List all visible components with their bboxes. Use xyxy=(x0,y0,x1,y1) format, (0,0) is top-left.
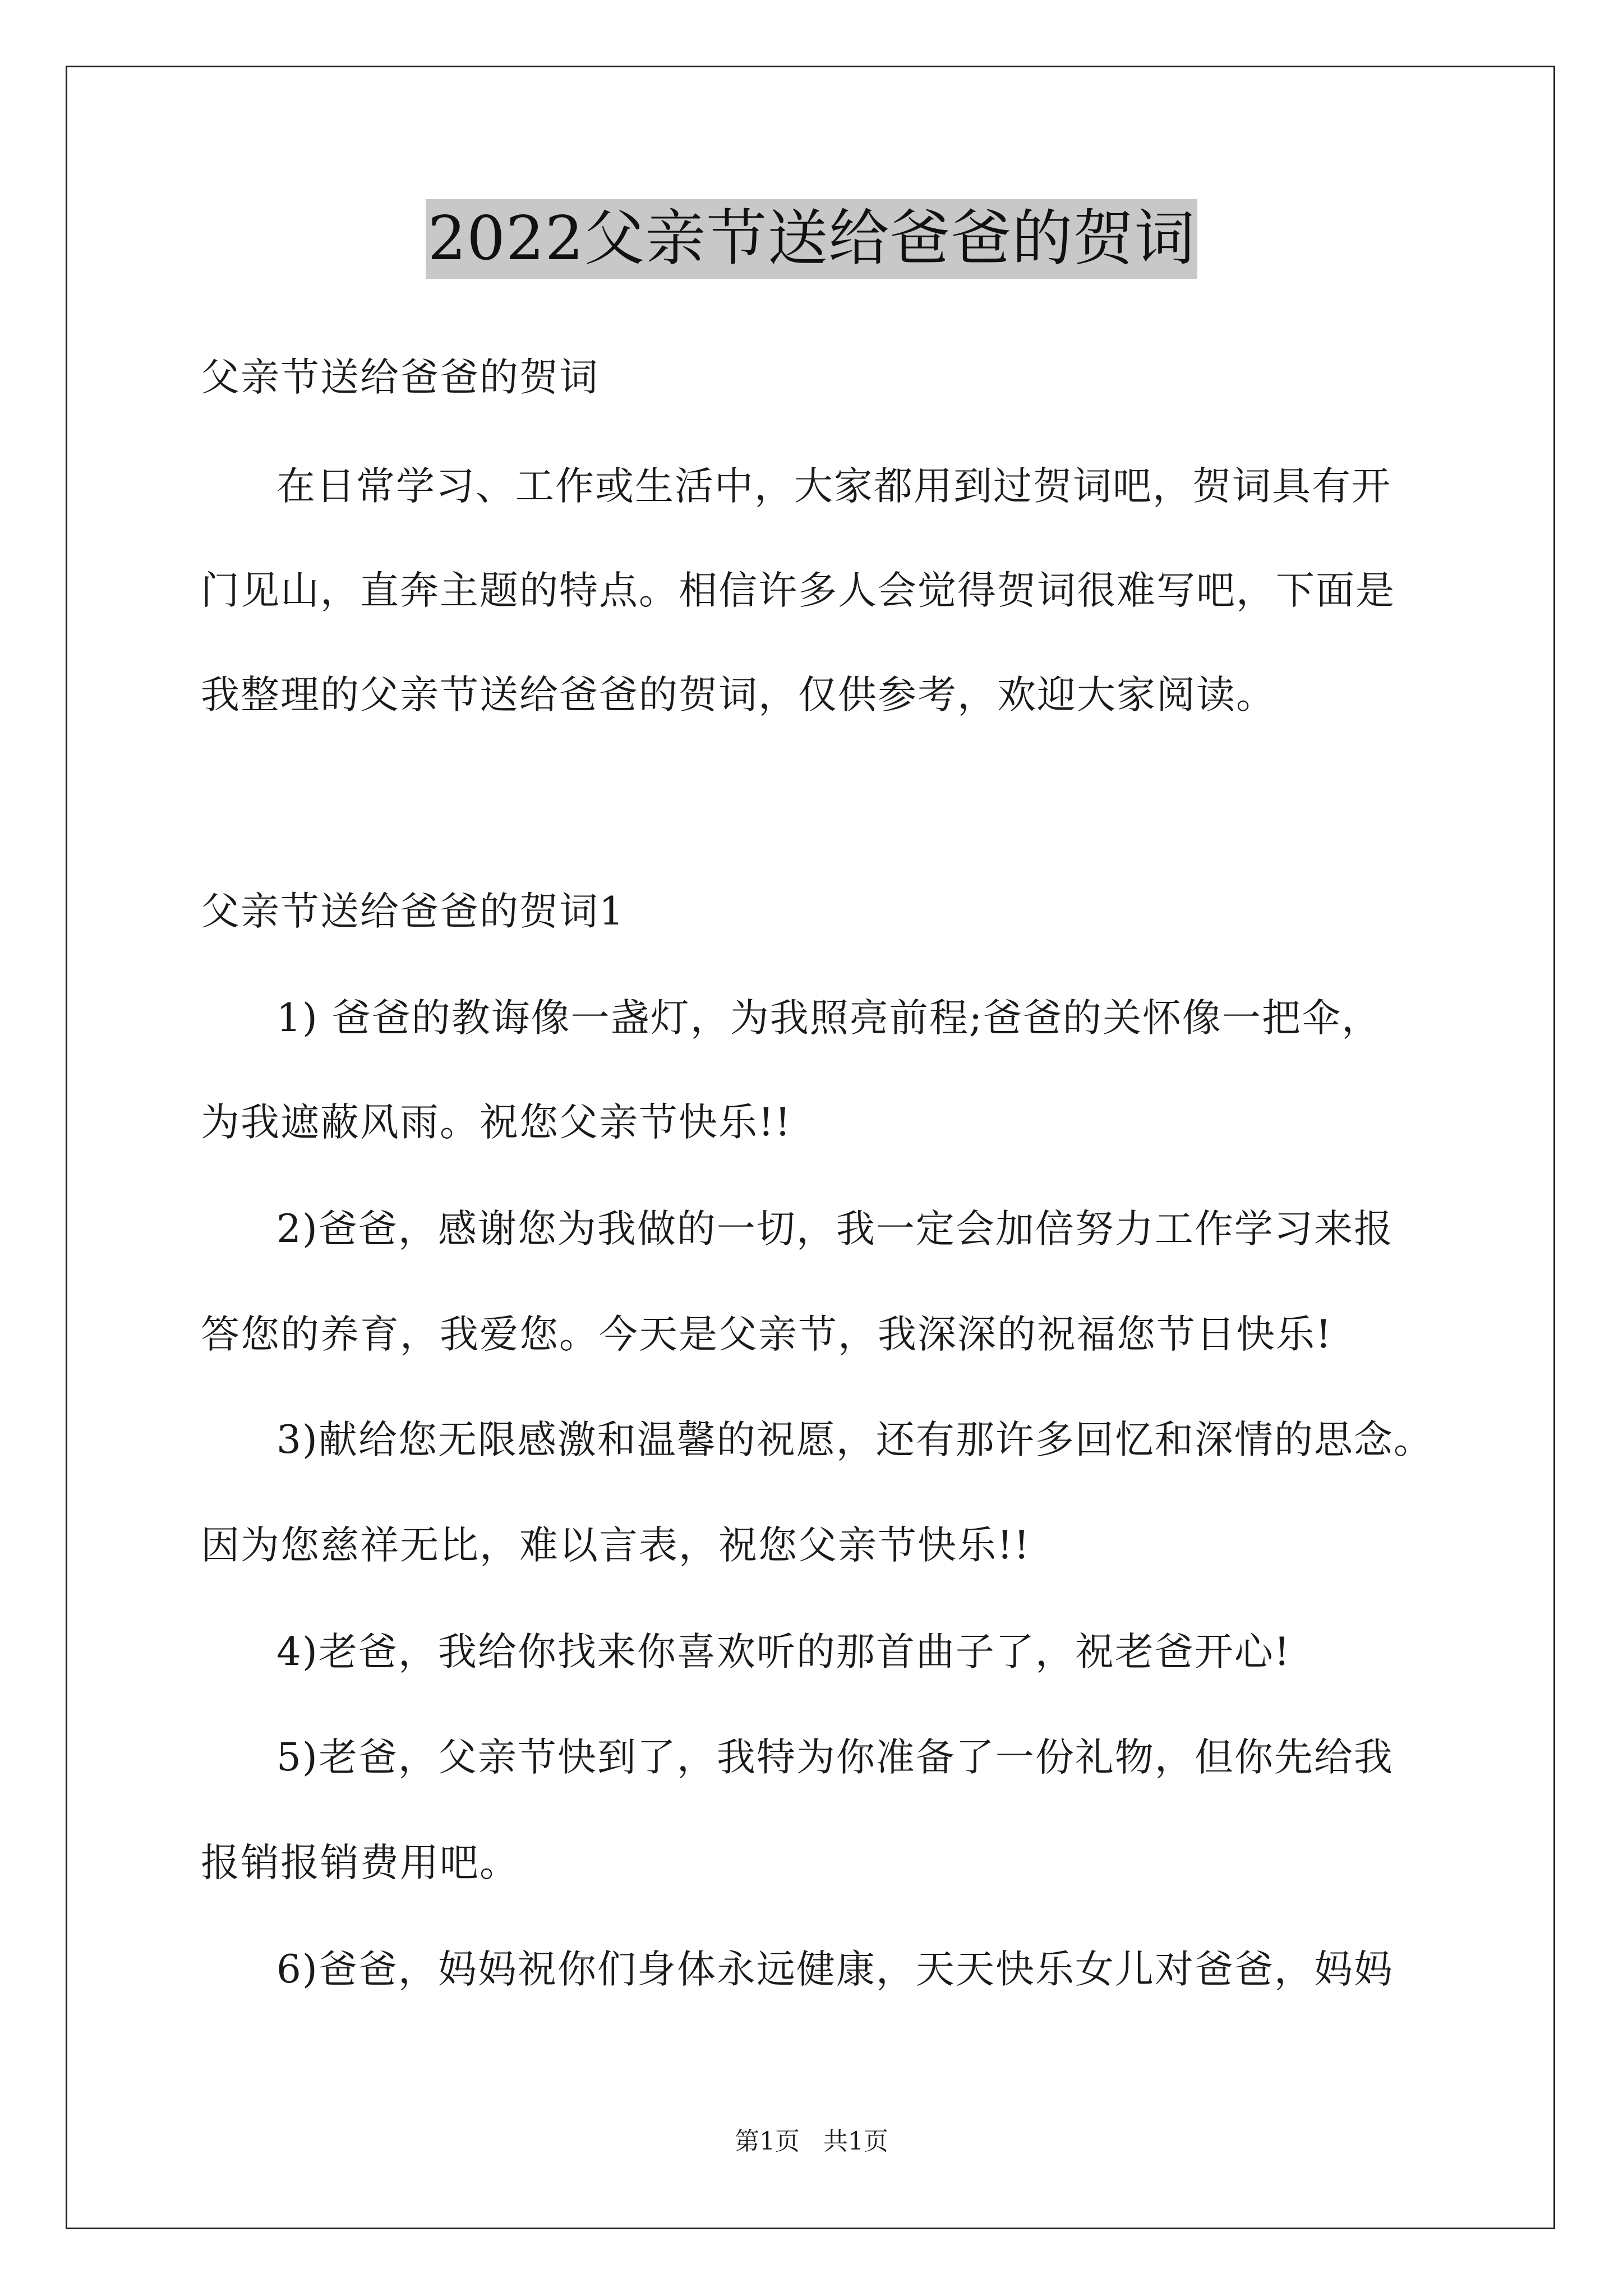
body-line-5: 3)献给您无限感激和温馨的祝愿，还有那许多回忆和深情的思念。 xyxy=(276,1418,1433,1462)
body-line-2: 为我遮蔽风雨。祝您父亲节快乐!! xyxy=(201,1100,792,1145)
section-heading: 父亲节送给爸爸的贺词1 xyxy=(201,889,625,934)
body-line-1: 1) 爸爸的教诲像一盏灯，为我照亮前程;爸爸的关怀像一把伞， xyxy=(276,996,1381,1041)
page-footer: 第1页 共1页 xyxy=(735,2127,888,2156)
body-line-3: 2)爸爸，感谢您为我做的一切，我一定会加倍努力工作学习来报 xyxy=(276,1207,1394,1251)
intro-line-3: 我整理的父亲节送给爸爸的贺词，仅供参考，欢迎大家阅读。 xyxy=(201,673,1276,717)
body-line-7: 4)老爸，我给你找来你喜欢听的那首曲子了，祝老爸开心! xyxy=(276,1630,1291,1674)
body-line-4: 答您的养育，我爱您。今天是父亲节，我深深的祝福您节日快乐! xyxy=(201,1312,1332,1357)
body-line-9: 报销报销费用吧。 xyxy=(201,1841,519,1885)
subtitle: 父亲节送给爸爸的贺词 xyxy=(201,355,599,400)
intro-line-1: 在日常学习、工作或生活中，大家都用到过贺词吧，贺词具有开 xyxy=(276,464,1391,509)
body-line-8: 5)老爸，父亲节快到了，我特为你准备了一份礼物，但你先给我 xyxy=(276,1735,1394,1780)
title-container xyxy=(0,199,1623,279)
document-title: 2022父亲节送给爸爸的贺词 xyxy=(426,199,1198,279)
body-line-10: 6)爸爸，妈妈祝你们身体永远健康，天天快乐女儿对爸爸，妈妈 xyxy=(276,1947,1394,1992)
body-line-6: 因为您慈祥无比，难以言表，祝您父亲节快乐!! xyxy=(201,1523,1031,1568)
intro-line-2: 门见山，直奔主题的特点。相信许多人会觉得贺词很难写吧，下面是 xyxy=(201,568,1395,613)
